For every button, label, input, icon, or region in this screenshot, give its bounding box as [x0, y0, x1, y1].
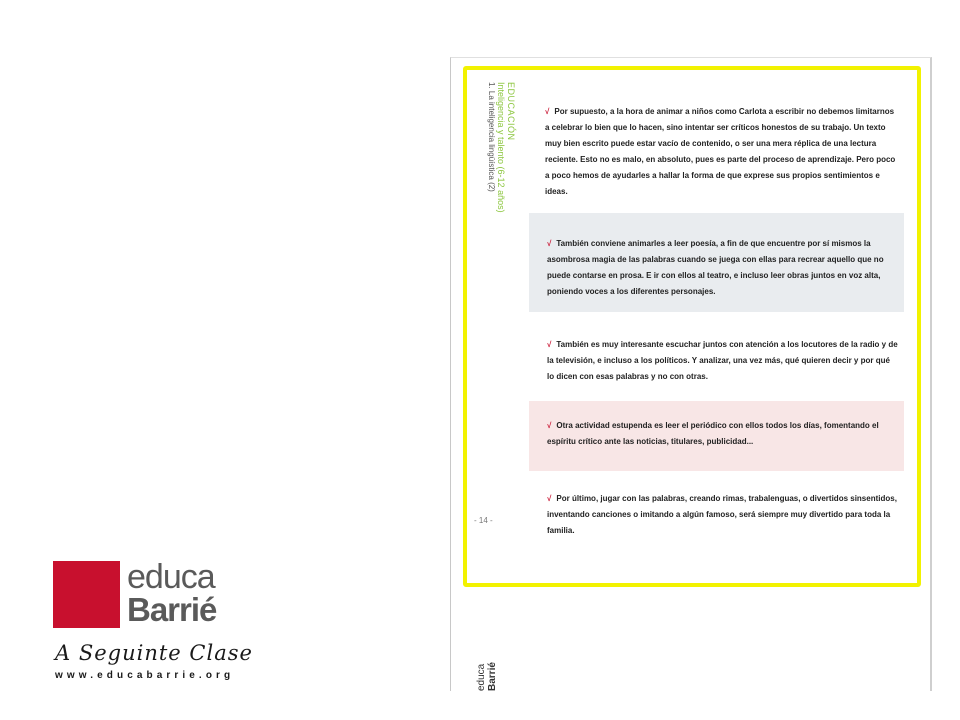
paragraph-text: También es muy interesante escuchar juntos con atención a los locutores de la radio y de la televisión, e incluso a los políticos. Y analizar, una vez más, qué quieren decir y por qué lo dicen con esas palabras y no con otras.	[547, 340, 898, 381]
paragraph-block-2	[529, 213, 904, 312]
paragraph-block-4	[529, 401, 904, 471]
paragraph-block-3	[529, 337, 904, 385]
logo-url: www.educabarrie.org	[55, 670, 235, 681]
logo-tagline: A Seguinte Clase	[55, 641, 253, 665]
check-mark-icon: √	[547, 494, 552, 503]
paragraph-block-1	[529, 104, 904, 200]
footer-logo-top: educa	[476, 663, 487, 691]
paragraph-text: Otra actividad estupenda es leer el periódico con ellos todos los días, fomentando el espíritu crítico ante las noticias, titulares, publicidad...	[547, 421, 879, 446]
check-mark-icon: √	[547, 340, 552, 349]
check-mark-icon: √	[547, 421, 552, 430]
header-topic: Inteligencia y talento (6-12 años)	[496, 82, 506, 213]
vertical-header	[478, 82, 518, 242]
educa-barrie-logo	[53, 558, 253, 686]
header-section: EDUCACIÓN	[506, 82, 516, 141]
footer-logo-bottom: Barrié	[487, 662, 498, 691]
header-chapter: 1. La inteligencia lingüística (2)	[487, 82, 496, 192]
paragraph-text: Por último, jugar con las palabras, creando rimas, trabalenguas, o divertidos sinsentidos, inventando canciones o imitando a algún famoso, será siempre muy divertido para toda la familia.	[547, 494, 897, 535]
check-mark-icon: √	[545, 107, 550, 116]
logo-brand-bottom: Barrié	[127, 591, 217, 628]
page-number: - 14 -	[474, 516, 493, 525]
paragraph-text: También conviene animarles a leer poesía, a fin de que encuentre por sí mismos la asombrosa magia de las palabras cuando se juega con ellas para recrear aquello que no puede contarse en prosa. E ir con ellos al teatro, e incluso leer obras juntos en voz alta, poniendo voces a los diferentes personajes.	[547, 239, 884, 296]
logo-brand-top: educa	[127, 558, 215, 596]
logo-red-square	[53, 561, 120, 628]
check-mark-icon: √	[547, 239, 552, 248]
paragraph-text: Por supuesto, a la hora de animar a niños como Carlota a escribir no debemos limitarnos a celebrar lo bien que lo hacen, sino intentar ser críticos honestos de su trabajo. Un texto muy bien escrito puede estar vacío de contenido, o ser una mera réplica de una lectura reciente. Esto no es malo, en absoluto, pues es parte del proceso de aprendizaje. Pero poco a poco hemos de ayudarles a hallar la forma de que exprese sus propios sentimientos e ideas.	[545, 107, 896, 196]
paragraph-block-5	[529, 491, 904, 539]
page-footer-logo	[476, 651, 496, 691]
